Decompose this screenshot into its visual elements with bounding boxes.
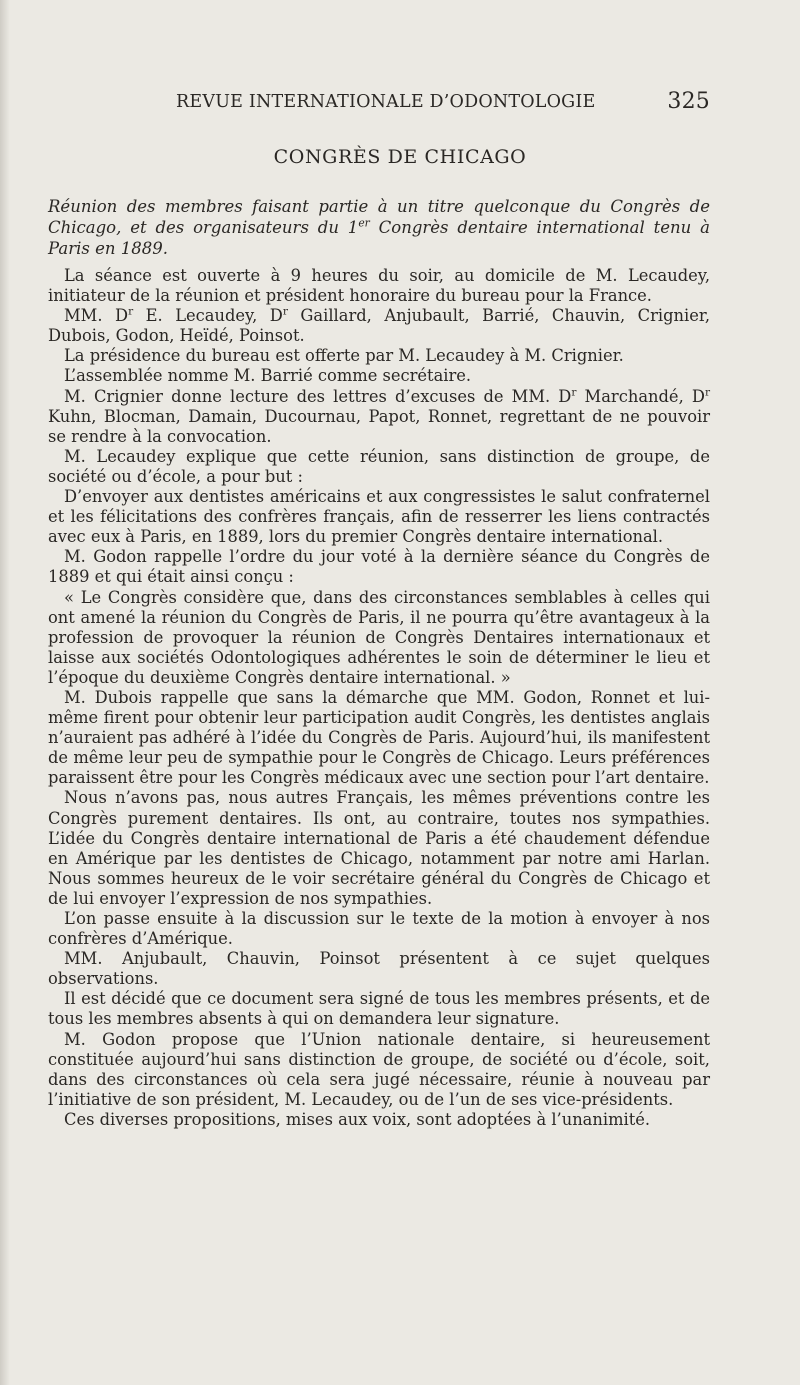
quoted-resolution: « Le Congrès considère que, dans des circonstances semblables à celles qui ont amené la réunion du Congrès de Paris, il ne pourra qu’être avantageux à la profession de provoquer la réunion de Congrès Dentaires internationaux et laisse aux sociétés Odontologiques adhérentes le soin de déterminer le lieu et l’époque du deuxième Congrès dentaire international. » — [48, 587, 710, 687]
paragraph-1: La séance est ouverte à 9 heures du soir, au domicile de M. Lecaudey, initiateur de la réunion et président honoraire du bureau pour la France. — [48, 266, 710, 306]
running-header — [176, 89, 710, 120]
page-number: 325 — [667, 89, 710, 114]
paragraph-3: La présidence du bureau est offerte par M. Lecaudey à M. Crignier. — [64, 346, 624, 366]
paragraph-7: D’envoyer aux dentistes américains et aux congressistes le salut confraternel et les félicitations des confrères français, afin de resserrer les liens contractés avec eux à Paris, en 1889, lors du premier Congrès dentaire international. — [48, 487, 710, 547]
page-edge-shadow — [0, 0, 10, 1385]
paragraph-11: Nous n’avons pas, nous autres Français, les mêmes préventions contre les Congrès purement dentaires. Ils ont, au contraire, toutes nos sympathies. L’idée du Congrès dentaire international de Paris a été chaudement défendue en Amérique par les dentistes de Chicago, notamment par notre ami Harlan. Nous sommes heureux de le voir secrétaire général du Congrès de Chicago et de lui envoyer l’expression de nos sympathies. — [48, 788, 710, 908]
paragraph-16: Ces diverses propositions, mises aux voix, sont adoptées à l’unanimité. — [64, 1109, 651, 1129]
paragraph-12: L’on passe ensuite à la discussion sur le texte de la motion à envoyer à nos confrères d’Amérique. — [48, 909, 710, 949]
paragraph-6: M. Lecaudey explique que cette réunion, sans distinction de groupe, de société ou d’école, a pour but : — [48, 446, 710, 486]
paragraph-4: L’assemblée nomme M. Barrié comme secrétaire. — [64, 366, 472, 386]
section-title: CONGRÈS DE CHICAGO — [273, 146, 527, 168]
paragraph-14: Il est décidé que ce document sera signé de tous les membres présents, et de tous les membres absents à qui on demandera leur signature. — [48, 989, 710, 1029]
paragraph-2: MM. $D^r$ E. Lecaudey, $D^r$ Gaillard, Anjubault, Barrié, Chauvin, Crignier, Dubois, Godon, Heïdé, Poinsot. — [48, 305, 710, 346]
body-text — [48, 266, 710, 1130]
intro-paragraph — [48, 196, 710, 259]
paragraph-15: M. Godon propose que l’Union nationale dentaire, si heureusement constituée aujourd’hui sans distinction de groupe, de société ou d’école, soit, dans des circonstances où cela sera jugé nécessaire, réunie à nouveau par l’initiative de son président, M. Lecaudey, ou de l’un de ses vice-présidents. — [48, 1029, 710, 1109]
paragraph-10: M. Dubois rappelle que sans la démarche que MM. Godon, Ronnet et lui-même firent pour obtenir leur participation audit Congrès, les dentistes anglais n’auraient pas adhéré à l’idée du Congrès de Paris. Aujourd’hui, ils manifestent de même leur peu de sympathie pour le Congrès de Chicago. Leurs préférences paraissent être pour les Congrès médicaux avec une section pour l’art dentaire. — [48, 687, 710, 788]
intro-text: Réunion des membres faisant partie à un titre quelconque du Congrès de Chicago, et des organisateurs du 1er Congrès dentaire international tenu à Paris en 1889. — [48, 197, 710, 258]
paragraph-8: M. Godon rappelle l’ordre du jour voté à la dernière séance du Congrès de 1889 et qui était ainsi conçu : — [48, 547, 710, 587]
journal-title: REVUE INTERNATIONALE D’ODONTOLOGIE — [176, 92, 596, 112]
paragraph-13: MM. Anjubault, Chauvin, Poinsot présentent à ce sujet quelques observations. — [48, 949, 710, 989]
paragraph-5: M. Crignier donne lecture des lettres d’excuses de MM. $D^r$ Marchandé, $D^r$ Kuhn, Blocman, Damain, Ducournau, Papot, Ronnet, regrettant de ne pouvoir se rendre à la convocation. — [48, 386, 710, 446]
